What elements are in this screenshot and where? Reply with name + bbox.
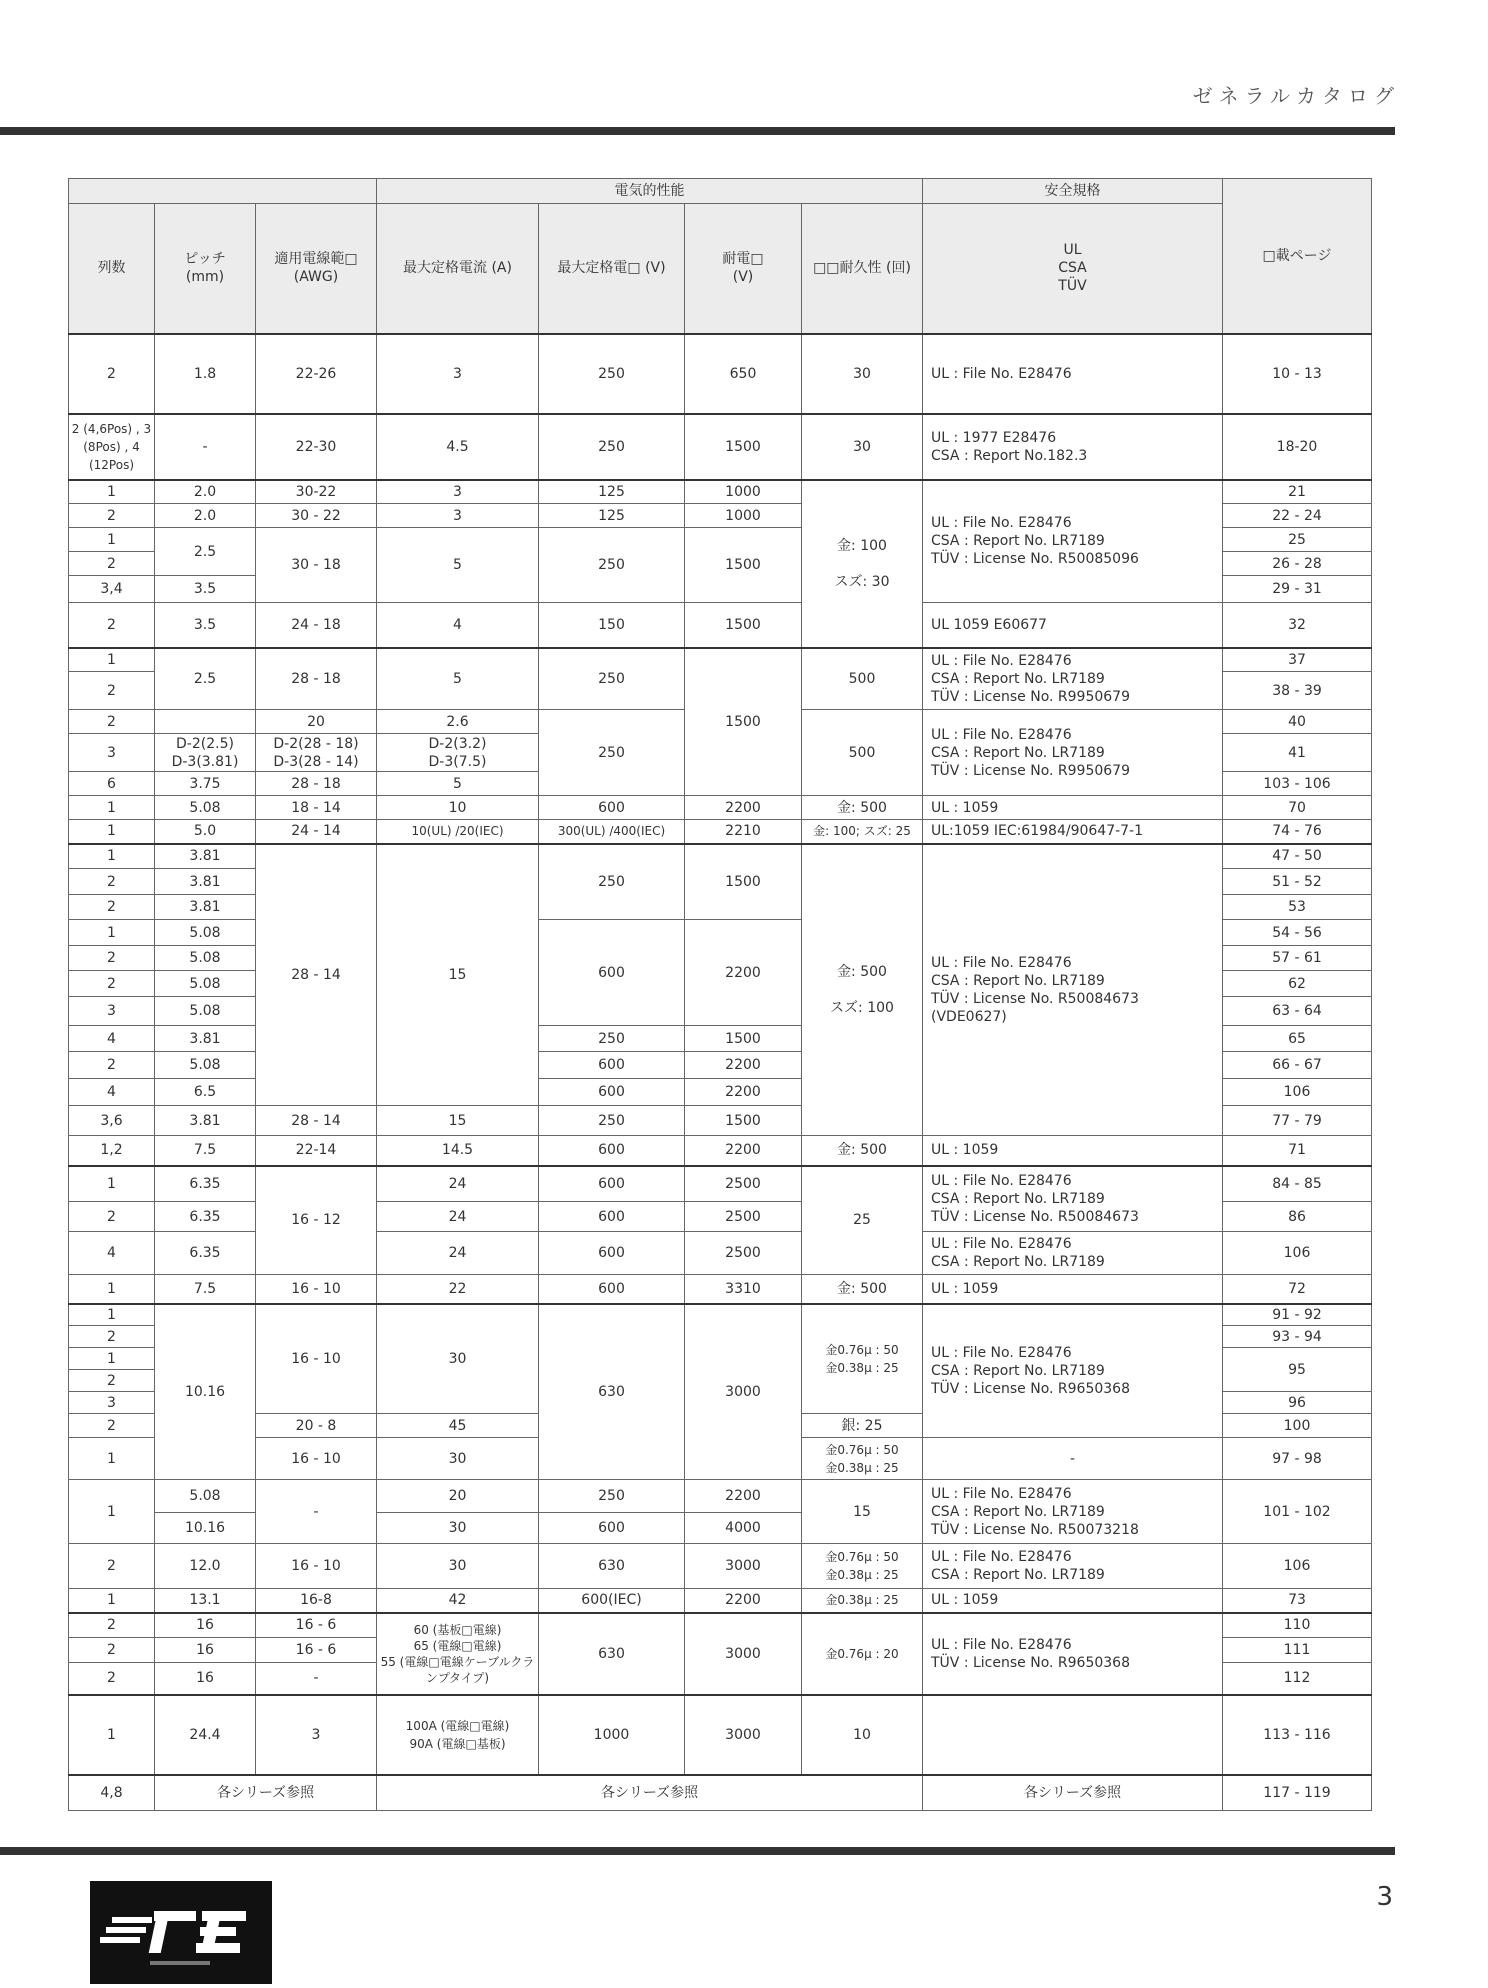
cell: 21 [1223, 480, 1372, 504]
top-rule [0, 127, 1395, 135]
cell: UL : File No. E28476 CSA : Report No. LR7189 TÜV : License No. R9650368 [923, 1304, 1223, 1438]
cell: 2 [69, 1613, 155, 1638]
cell: 6.35 [155, 1232, 256, 1275]
cell: 金: 100 スズ: 30 [802, 480, 923, 648]
cell: 66 - 67 [1223, 1052, 1372, 1079]
cell: 24 [377, 1202, 539, 1232]
cell: 30 [377, 1513, 539, 1544]
cell: 37 [1223, 648, 1372, 672]
cell: 57 - 61 [1223, 946, 1372, 971]
cell: 4 [377, 603, 539, 648]
cell: UL : File No. E28476 [923, 334, 1223, 414]
cell: 3 [377, 504, 539, 528]
cell: 各シリーズ参照 [923, 1775, 1223, 1811]
cell: 45 [377, 1414, 539, 1438]
cell: 2200 [685, 1589, 802, 1613]
cell: 41 [1223, 734, 1372, 772]
cell: 2 [69, 334, 155, 414]
cell: D-2(2.5) D-3(3.81) [155, 734, 256, 772]
withstand-header: 耐電□ (V) [685, 204, 802, 334]
cell: 金0.76μ : 50 金0.38μ : 25 [802, 1438, 923, 1480]
cell: UL:1059 IEC:61984/90647-7-1 [923, 820, 1223, 844]
cell: 3.81 [155, 844, 256, 869]
cell: 1.8 [155, 334, 256, 414]
cell: 2 [69, 552, 155, 576]
cell: 3,6 [69, 1106, 155, 1136]
cell: 22-26 [256, 334, 377, 414]
spec-table [68, 178, 1372, 1811]
cell: 1 [69, 820, 155, 844]
cell: UL : 1059 [923, 1275, 1223, 1304]
cell: 2200 [685, 796, 802, 820]
cell: 2500 [685, 1232, 802, 1275]
cell: 16 [155, 1613, 256, 1638]
cell: 84 - 85 [1223, 1166, 1372, 1202]
cell: 1500 [685, 1026, 802, 1052]
cell: 65 [1223, 1026, 1372, 1052]
cell: 72 [1223, 1275, 1372, 1304]
cell: 24 [377, 1232, 539, 1275]
cell: 600 [539, 1079, 685, 1106]
cell: 金0.76μ : 50 金0.38μ : 25 [802, 1544, 923, 1589]
cell: 3.5 [155, 576, 256, 603]
cell: 2200 [685, 1136, 802, 1166]
cell: 1500 [685, 528, 802, 603]
cell: 600 [539, 920, 685, 1026]
cell: 95 [1223, 1348, 1372, 1392]
cell: 30 [377, 1438, 539, 1480]
cell: 7.5 [155, 1136, 256, 1166]
blank-header [69, 179, 377, 204]
cell: 1500 [685, 414, 802, 480]
cell: 100A (電線□電線) 90A (電線□基板) [377, 1695, 539, 1775]
cell: - [923, 1438, 1223, 1480]
cell: 5.0 [155, 820, 256, 844]
cell: 600 [539, 1513, 685, 1544]
cell: 250 [539, 648, 685, 710]
cell: UL : File No. E28476 CSA : Report No. LR7189 TÜV : License No. R50085096 [923, 480, 1223, 603]
cell: 3 [256, 1695, 377, 1775]
cell: 3000 [685, 1304, 802, 1480]
cell: 2 [69, 603, 155, 648]
cell: 25 [802, 1166, 923, 1275]
cell: 30 - 22 [256, 504, 377, 528]
cell: 630 [539, 1613, 685, 1695]
cell: 2210 [685, 820, 802, 844]
cell: 3,4 [69, 576, 155, 603]
cell: 16 [155, 1663, 256, 1695]
cell: D-2(3.2) D-3(7.5) [377, 734, 539, 772]
cell: 3000 [685, 1613, 802, 1695]
cell: 22-14 [256, 1136, 377, 1166]
cell: 91 - 92 [1223, 1304, 1372, 1326]
cell: 15 [377, 1106, 539, 1136]
cell: 2 [69, 1663, 155, 1695]
cell: 1000 [539, 1695, 685, 1775]
cell: 2 [69, 1202, 155, 1232]
cell: - [155, 414, 256, 480]
cell: - [256, 1663, 377, 1695]
cell: 22-30 [256, 414, 377, 480]
cell [923, 1695, 1223, 1775]
cell: 3000 [685, 1695, 802, 1775]
cell: 51 - 52 [1223, 869, 1372, 895]
cell: 32 [1223, 603, 1372, 648]
cell: 250 [539, 710, 685, 796]
cell: 1 [69, 920, 155, 946]
catalog-title: ゼネラルカタログ [1192, 84, 1400, 108]
cell: 38 - 39 [1223, 672, 1372, 710]
cell: 1 [69, 1166, 155, 1202]
cell: 30 [377, 1544, 539, 1589]
cell: 5.08 [155, 997, 256, 1026]
cell: 3.81 [155, 1106, 256, 1136]
cell: 5 [377, 772, 539, 796]
cell: 600 [539, 1202, 685, 1232]
cell: 15 [802, 1480, 923, 1544]
cell: UL 1059 E60677 [923, 603, 1223, 648]
cell: 250 [539, 414, 685, 480]
page-header: □載ページ [1223, 179, 1372, 334]
cell: 6 [69, 772, 155, 796]
cell: 12.0 [155, 1544, 256, 1589]
cell: 1 [69, 1438, 155, 1480]
cell: 5 [377, 648, 539, 710]
cell: 106 [1223, 1544, 1372, 1589]
cell: 銀: 25 [802, 1414, 923, 1438]
cell: 10 [377, 796, 539, 820]
cell: UL : File No. E28476 CSA : Report No. LR7189 TÜV : License No. R50073218 [923, 1480, 1223, 1544]
cell: 250 [539, 1480, 685, 1513]
cell: 2 [69, 504, 155, 528]
cell: 2.5 [155, 528, 256, 576]
cell: 3000 [685, 1544, 802, 1589]
cell: 20 [377, 1480, 539, 1513]
cell: 103 - 106 [1223, 772, 1372, 796]
cell: 500 [802, 648, 923, 710]
cell: UL : File No. E28476 CSA : Report No. LR7189 [923, 1544, 1223, 1589]
cell: 2 [69, 672, 155, 710]
cell: 各シリーズ参照 [377, 1775, 923, 1811]
cell: 10(UL) /20(IEC) [377, 820, 539, 844]
cell: 3 [69, 997, 155, 1026]
cell: 30-22 [256, 480, 377, 504]
safety-header: 安全規格 [923, 179, 1223, 204]
current-header: 最大定格電流 (A) [377, 204, 539, 334]
cell: 1 [69, 1695, 155, 1775]
cell: 金: 500 [802, 1136, 923, 1166]
cell: 74 - 76 [1223, 820, 1372, 844]
cell: 6.5 [155, 1079, 256, 1106]
cell: 金: 500 [802, 1275, 923, 1304]
cell: UL : 1059 [923, 1136, 1223, 1166]
cell: 250 [539, 334, 685, 414]
cell: 600 [539, 1136, 685, 1166]
cell: 86 [1223, 1202, 1372, 1232]
cell: 16-8 [256, 1589, 377, 1613]
cell: 3 [377, 480, 539, 504]
cell: 630 [539, 1304, 685, 1480]
cell: 2 [69, 971, 155, 997]
cell: 1500 [685, 648, 802, 796]
cell: 96 [1223, 1392, 1372, 1414]
cell: UL : File No. E28476 TÜV : License No. R9650368 [923, 1613, 1223, 1695]
cell: 5.08 [155, 1480, 256, 1513]
cell: 3.75 [155, 772, 256, 796]
cell: 1 [69, 1589, 155, 1613]
cell: 16 - 6 [256, 1638, 377, 1663]
cell: 2200 [685, 1480, 802, 1513]
cell: 1500 [685, 1106, 802, 1136]
cell: 53 [1223, 895, 1372, 920]
cell: 30 - 18 [256, 528, 377, 603]
cell: 金: 500 スズ: 100 [802, 844, 923, 1136]
cell: 20 - 8 [256, 1414, 377, 1438]
cell: 73 [1223, 1589, 1372, 1613]
wire-header: 適用電線範□ (AWG) [256, 204, 377, 334]
cell: 各シリーズ参照 [155, 1775, 377, 1811]
cell: 2 [69, 1052, 155, 1079]
cell: 2500 [685, 1166, 802, 1202]
cell: UL : File No. E28476 CSA : Report No. LR7189 TÜV : License No. R50084673 (VDE0627) [923, 844, 1223, 1136]
cell: 28 - 18 [256, 648, 377, 710]
cell: 金0.76μ : 50 金0.38μ : 25 [802, 1304, 923, 1414]
cell: 24 - 14 [256, 820, 377, 844]
cell: 2.6 [377, 710, 539, 734]
cell: 4 [69, 1232, 155, 1275]
cell: 16 - 10 [256, 1438, 377, 1480]
cell: 14.5 [377, 1136, 539, 1166]
cell: 250 [539, 1106, 685, 1136]
cell: 77 - 79 [1223, 1106, 1372, 1136]
cell: 金: 100; スズ: 25 [802, 820, 923, 844]
cell: 2 [69, 1638, 155, 1663]
cell: 1 [69, 480, 155, 504]
cell: 3.81 [155, 869, 256, 895]
cell: 5.08 [155, 971, 256, 997]
cell: 4.5 [377, 414, 539, 480]
cell: 2.5 [155, 648, 256, 710]
cell: 600 [539, 796, 685, 820]
cell: 600(IEC) [539, 1589, 685, 1613]
cell: 5 [377, 528, 539, 603]
cell: 600 [539, 1275, 685, 1304]
cell: 93 - 94 [1223, 1326, 1372, 1348]
cell: 2.0 [155, 504, 256, 528]
cell: 47 - 50 [1223, 844, 1372, 869]
cell: 13.1 [155, 1589, 256, 1613]
cell: 6.35 [155, 1166, 256, 1202]
page-number: 3 [1376, 1882, 1393, 1912]
cell: 600 [539, 1166, 685, 1202]
cell: 2 [69, 869, 155, 895]
cell: UL : 1059 [923, 796, 1223, 820]
voltage-header: 最大定格電□ (V) [539, 204, 685, 334]
cell: 97 - 98 [1223, 1438, 1372, 1480]
cell: 110 [1223, 1613, 1372, 1638]
cell: 18-20 [1223, 414, 1372, 480]
cell: UL : File No. E28476 CSA : Report No. LR7189 TÜV : License No. R50084673 [923, 1166, 1223, 1232]
cell: 3.81 [155, 1026, 256, 1052]
cell: 16 - 12 [256, 1166, 377, 1275]
cell: 125 [539, 504, 685, 528]
cell: 24.4 [155, 1695, 256, 1775]
cell: 106 [1223, 1079, 1372, 1106]
cell: UL : File No. E28476 CSA : Report No. LR7189 [923, 1232, 1223, 1275]
cell: UL : 1059 [923, 1589, 1223, 1613]
cell: 24 - 18 [256, 603, 377, 648]
cell: 2 [69, 1544, 155, 1589]
cell: 4 [69, 1079, 155, 1106]
cell: 70 [1223, 796, 1372, 820]
cell: 630 [539, 1544, 685, 1589]
cell: 2 [69, 1370, 155, 1392]
cell: 3.81 [155, 895, 256, 920]
cell: 4000 [685, 1513, 802, 1544]
cell: 3.5 [155, 603, 256, 648]
cell: 650 [685, 334, 802, 414]
cell: 62 [1223, 971, 1372, 997]
cell: 300(UL) /400(IEC) [539, 820, 685, 844]
cell: 54 - 56 [1223, 920, 1372, 946]
cell: 5.08 [155, 796, 256, 820]
cell: 2500 [685, 1202, 802, 1232]
cell: 4,8 [69, 1775, 155, 1811]
cell: 2.0 [155, 480, 256, 504]
cell: - [256, 1480, 377, 1544]
cell: UL : File No. E28476 CSA : Report No. LR7189 TÜV : License No. R9950679 [923, 710, 1223, 796]
cell: 1500 [685, 844, 802, 920]
cell: 金0.38μ : 25 [802, 1589, 923, 1613]
cell: 125 [539, 480, 685, 504]
cell: 3 [69, 734, 155, 772]
cell: 2200 [685, 1052, 802, 1079]
cell: 24 [377, 1166, 539, 1202]
cell: 500 [802, 710, 923, 796]
cell: 1500 [685, 603, 802, 648]
pitch-header: ピッチ (mm) [155, 204, 256, 334]
cell: 20 [256, 710, 377, 734]
cell: 16 - 10 [256, 1275, 377, 1304]
cell: 29 - 31 [1223, 576, 1372, 603]
cell: 1 [69, 1304, 155, 1326]
cell: 30 [802, 334, 923, 414]
cell: 28 - 14 [256, 844, 377, 1106]
bottom-rule [0, 1847, 1395, 1855]
rows-header: 列数 [69, 204, 155, 334]
cell: 22 [377, 1275, 539, 1304]
cell: 22 - 24 [1223, 504, 1372, 528]
cell: 16 [155, 1638, 256, 1663]
cell: 1 [69, 1275, 155, 1304]
cell: 3310 [685, 1275, 802, 1304]
cell: 1,2 [69, 1136, 155, 1166]
cell: 10 [802, 1695, 923, 1775]
cell: 4 [69, 1026, 155, 1052]
cell: 10 - 13 [1223, 334, 1372, 414]
cell: UL : File No. E28476 CSA : Report No. LR7189 TÜV : License No. R9950679 [923, 648, 1223, 710]
cell: 18 - 14 [256, 796, 377, 820]
cell: 2 (4,6Pos) , 3 (8Pos) , 4 (12Pos) [69, 414, 155, 480]
cell: 2 [69, 895, 155, 920]
cell: 1000 [685, 504, 802, 528]
cell: 10.16 [155, 1513, 256, 1544]
cell: 15 [377, 844, 539, 1106]
cell: 42 [377, 1589, 539, 1613]
cell: 117 - 119 [1223, 1775, 1372, 1811]
cell: 10.16 [155, 1304, 256, 1480]
cell: 5.08 [155, 946, 256, 971]
cell: 26 - 28 [1223, 552, 1372, 576]
durability-header: □□耐久性 (回) [802, 204, 923, 334]
cell: 5.08 [155, 920, 256, 946]
ul-header: UL CSA TÜV [923, 204, 1223, 334]
cell: 28 - 18 [256, 772, 377, 796]
cell: 28 - 14 [256, 1106, 377, 1136]
cell: 30 [377, 1304, 539, 1414]
cell: 金0.76μ : 20 [802, 1613, 923, 1695]
cell: 16 - 6 [256, 1613, 377, 1638]
cell: 1 [69, 796, 155, 820]
cell: 250 [539, 528, 685, 603]
electrical-header: 電気的性能 [377, 179, 923, 204]
cell: 5.08 [155, 1052, 256, 1079]
cell: 106 [1223, 1232, 1372, 1275]
cell: 25 [1223, 528, 1372, 552]
cell: 2200 [685, 920, 802, 1026]
cell: 16 - 10 [256, 1304, 377, 1414]
cell: 1 [69, 1480, 155, 1544]
cell: 101 - 102 [1223, 1480, 1372, 1544]
cell: D-2(28 - 18) D-3(28 - 14) [256, 734, 377, 772]
cell: 112 [1223, 1663, 1372, 1695]
cell: 3 [69, 1392, 155, 1414]
cell [155, 710, 256, 734]
cell: UL : 1977 E28476 CSA : Report No.182.3 [923, 414, 1223, 480]
cell: 600 [539, 1052, 685, 1079]
cell: 6.35 [155, 1202, 256, 1232]
cell: 150 [539, 603, 685, 648]
cell: 111 [1223, 1638, 1372, 1663]
cell: 30 [802, 414, 923, 480]
cell: 3 [377, 334, 539, 414]
cell: 1 [69, 528, 155, 552]
cell: 16 - 10 [256, 1544, 377, 1589]
cell: 2 [69, 1414, 155, 1438]
cell: 71 [1223, 1136, 1372, 1166]
te-logo [90, 1881, 272, 1984]
cell: 1000 [685, 480, 802, 504]
cell: 600 [539, 1232, 685, 1275]
cell: 2 [69, 1326, 155, 1348]
cell: 1 [69, 1348, 155, 1370]
cell: 63 - 64 [1223, 997, 1372, 1026]
cell: 60 (基板□電線) 65 (電線□電線) 55 (電線□電線ケーブルクランプタイプ) [377, 1613, 539, 1695]
cell: 250 [539, 844, 685, 920]
cell: 2 [69, 946, 155, 971]
cell: 40 [1223, 710, 1372, 734]
cell: 100 [1223, 1414, 1372, 1438]
cell: 2 [69, 710, 155, 734]
cell: 金: 500 [802, 796, 923, 820]
cell: 1 [69, 648, 155, 672]
cell: 2200 [685, 1079, 802, 1106]
cell: 7.5 [155, 1275, 256, 1304]
cell: 113 - 116 [1223, 1695, 1372, 1775]
cell: 1 [69, 844, 155, 869]
cell: 250 [539, 1026, 685, 1052]
